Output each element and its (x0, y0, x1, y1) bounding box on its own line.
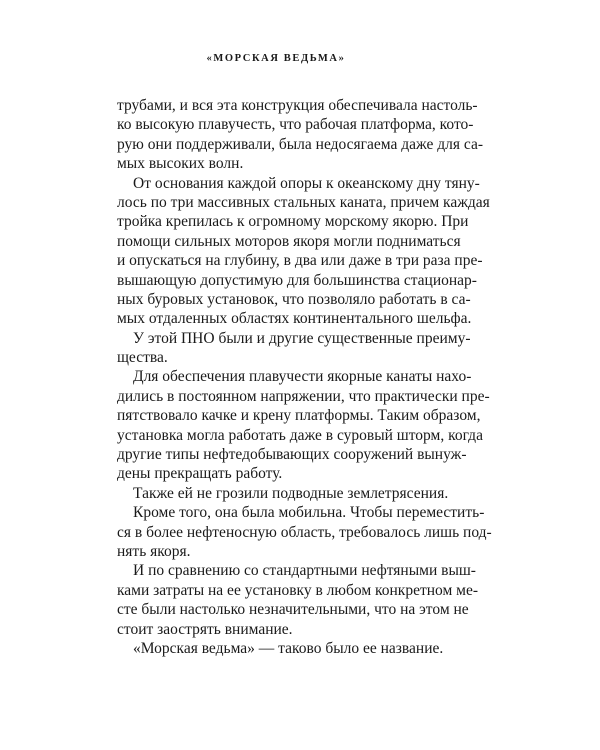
paragraph (117, 367, 490, 483)
text-line: ко высокую плавучесть, что рабочая платформа, кото- (117, 116, 474, 134)
text-line: и опускаться на глубину, в два или даже в три раза пре- (117, 252, 483, 270)
text-line: ся в более нефтеносную область, требовалось лишь под- (117, 523, 492, 541)
running-header-title: «МОРСКАЯ ВЕДЬМА» (206, 53, 346, 64)
text-line: ками затраты на ее установку в любом конкретном ме- (117, 581, 479, 599)
paragraph (117, 639, 444, 658)
paragraph (117, 174, 490, 329)
text-line: нять якоря. (117, 542, 191, 560)
text-line: стоит заострять внимание. (117, 620, 293, 638)
text-line: помощи сильных моторов якоря могли подниматься (117, 232, 461, 250)
paragraph (117, 484, 449, 503)
text-line: щества. (117, 349, 168, 367)
text-line: трубами, и вся эта конструкция обеспечивала настоль- (117, 97, 478, 114)
paragraph (117, 96, 484, 174)
text-line: лось по три массивных стальных каната, причем каждая (117, 193, 490, 211)
text-line: У этой ПНО были и другие существенные преиму- (133, 329, 471, 347)
text-line: От основания каждой опоры к океанскому дну тяну- (133, 174, 480, 192)
text-line: другие типы нефтедобывающих сооружений вынуж- (117, 446, 467, 464)
text-line: дены прекращать работу. (117, 465, 283, 483)
text-line: пятствовало качке и крену платформы. Таким образом, (117, 407, 481, 425)
text-line: Для обеспечения плавучести якорные канаты нахо- (133, 368, 472, 386)
text-line: мых отдаленных областях континентального шельфа. (117, 310, 472, 328)
paragraph (117, 561, 479, 639)
text-line: дились в постоянном напряжении, что практически пре- (117, 387, 490, 405)
text-line: мых высоких волн. (117, 155, 244, 173)
text-line: И по сравнению со стандартными нефтяными выш- (133, 562, 476, 580)
text-line: установка могла работать даже в суровый шторм, когда (117, 426, 483, 444)
text-line: сте были настолько незначительными, что на этом не (117, 601, 469, 619)
text-line: ных буровых установок, что позволяло работать в са- (117, 290, 471, 308)
text-line: «Морская ведьма» — таково было ее название. (133, 639, 444, 657)
text-line: вышающую допустимую для большинства стационар- (117, 271, 477, 289)
text-line: рую они поддерживали, была недосягаема даже для са- (117, 135, 484, 153)
text-line: Также ей не грозили подводные землетрясения. (133, 484, 449, 502)
text-line: Кроме того, она была мобильна. Чтобы переместить- (133, 504, 485, 522)
paragraph (117, 503, 492, 561)
text-line: тройка крепилась к огромному морскому якорю. При (117, 213, 469, 231)
body-text (117, 96, 492, 658)
paragraph (117, 329, 471, 368)
